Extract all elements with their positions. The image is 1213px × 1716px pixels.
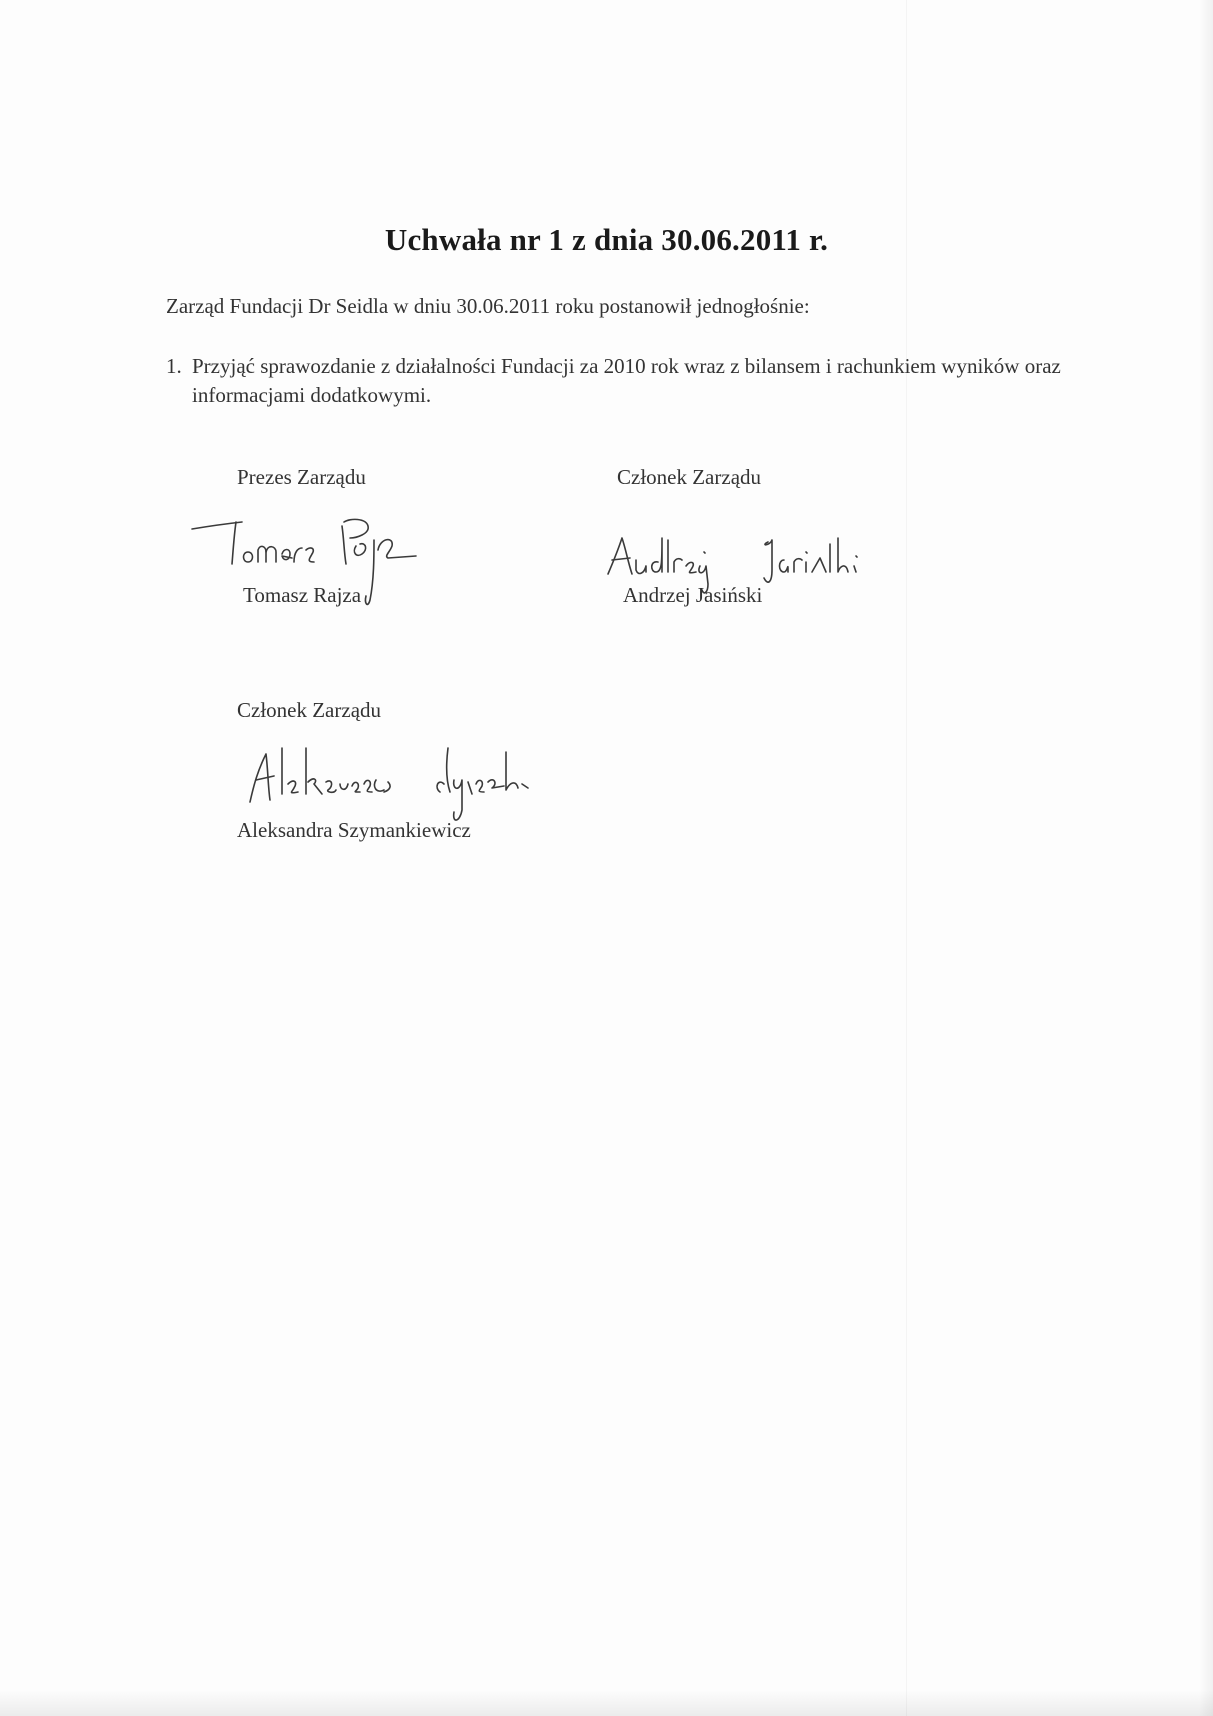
document-title: Uchwała nr 1 z dnia 30.06.2011 r.: [384, 222, 829, 257]
signatory-name-president: Tomasz Rajza: [243, 583, 362, 607]
intro-paragraph: Zarząd Fundacji Dr Seidla w dniu 30.06.2011 roku postanowił jednogłośnie:: [166, 294, 810, 318]
signature-role-president: Prezes Zarządu: [237, 465, 366, 489]
signatory-name-board-member-1: Andrzej Jasiński: [623, 583, 763, 607]
signature-role-board-member-2: Członek Zarządu: [237, 698, 382, 722]
point-text: Przyjąć sprawozdanie z działalności Fundacji za 2010 rok wraz z bilansem i rachunkiem wyników oraz informacjami dodatkowymi.: [192, 354, 1061, 407]
scan-shadow-bottom: [0, 1690, 1213, 1716]
signatory-name-board-member-2: Aleksandra Szymankiewicz: [237, 818, 471, 842]
signature-role-board-member-1: Członek Zarządu: [617, 465, 762, 489]
resolution-point: [166, 352, 1086, 410]
point-number: 1.: [166, 354, 182, 378]
